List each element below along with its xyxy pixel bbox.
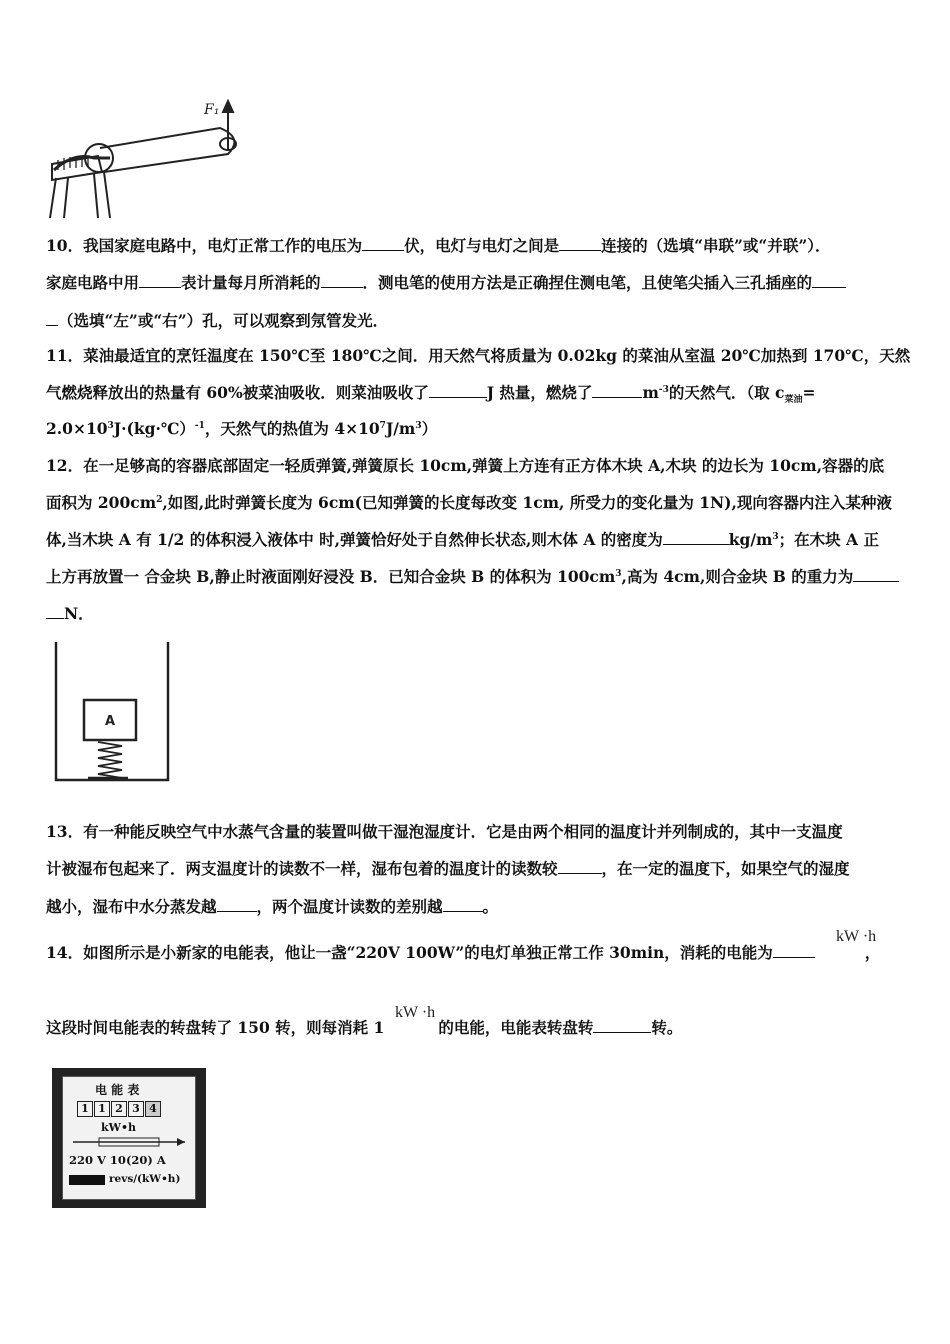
meter-digit: 3 <box>128 1101 144 1117</box>
q10-blank-voltage[interactable] <box>362 236 404 251</box>
q11-blank-heat[interactable] <box>429 383 487 398</box>
q13-line3: 越小，湿布中水分蒸发越 ，两个温度计读数的差别越 。 <box>46 897 499 916</box>
q11-line1: 11．菜油最适宜的烹饪温度在 150℃至 180℃之间．用天然气将质量为 0.02kg 的菜油从室温 20℃加热到 170℃，天然 <box>46 346 911 365</box>
force-label: F₁ <box>204 102 220 118</box>
lever-bar <box>100 128 234 172</box>
meter-digit: 1 <box>94 1101 110 1117</box>
q12-line4: 上方再放置一 合金块 B,静止时液面刚好浸没 B．已知合金块 B 的体积为 $100cm^3$,高为 4cm,则合金块 B 的重力为 <box>46 567 899 587</box>
q12-blank-weight[interactable] <box>853 567 899 582</box>
q10-blank-energy[interactable] <box>321 273 363 288</box>
q12-line5: N． <box>46 604 94 624</box>
q14-line1: 14．如图所示是小新家的电能表，他让一盏“220V 100W”的电灯单独正常工作 30min，消耗的电能为 ， <box>46 943 881 962</box>
lever-figure <box>44 98 250 220</box>
meter-revs: revs/(kW•h) <box>109 1173 181 1185</box>
electric-meter <box>52 1068 206 1208</box>
force-arrow-head <box>223 101 233 112</box>
q10-line3: （选填“左”或“右”）孔，可以观察到氖管发光． <box>46 311 388 331</box>
q12-blank-density[interactable] <box>663 530 729 545</box>
meter-constant-mask <box>69 1175 105 1185</box>
meter-title: 电 能 表 <box>95 1083 140 1097</box>
meter-digit: 2 <box>111 1101 127 1117</box>
block-a-label: A <box>104 714 116 729</box>
spring <box>98 742 122 778</box>
q14-blank-energy[interactable] <box>773 943 815 958</box>
q14-blank-revs[interactable] <box>593 1018 651 1033</box>
q10-blank-meter[interactable] <box>139 273 181 288</box>
meter-digit: 4 <box>145 1101 161 1117</box>
q11-blank-gas[interactable] <box>592 383 642 398</box>
q10-blank-hole[interactable] <box>812 273 846 288</box>
q13-blank-reading[interactable] <box>558 859 602 874</box>
q10-blank-connection[interactable] <box>559 236 601 251</box>
q11-line3: $2.0\times 10^3J\cdot(kg\cdot℃)^{-1}$，天然气的热值为 $4\times 10^7J/m^3$） <box>46 419 438 438</box>
meter-digits <box>77 1101 161 1117</box>
q13-blank-difference[interactable] <box>443 897 483 912</box>
q14-unit1: kW ·h <box>836 928 877 945</box>
q11-line2: 气燃烧释放出的热量有 60%被菜油吸收．则菜油吸收了 J 热量，燃烧了 $m^{-3}$的天然气．（取 $c_{菜油}=$ <box>46 383 816 406</box>
q12-line2: 面积为 $200cm^2$,如图,此时弹簧长度为 6cm(已知弹簧的长度每改变 1cm, 所受力的变化量为 1N),现向容器内注入某种液 <box>46 493 892 512</box>
q13-line2: 计被湿布包起来了．两支温度计的读数不一样，湿布包着的温度计的读数较 ，在一定的温度下，如果空气的湿度 <box>46 859 850 878</box>
q10-line2: 家庭电路中用 表计量每月所消耗的 ．测电笔的使用方法是正确捏住测电笔，且使笔尖插入三孔插座的 <box>46 273 846 293</box>
q10-line1: 10．我国家庭电路中，电灯正常工作的电压为 伏，电灯与电灯之间是 连接的（选填“串联”或“并联”）． <box>46 236 831 255</box>
q14-unit2: kW ·h <box>395 1004 436 1021</box>
q12-line1: 12．在一足够高的容器底部固定一轻质弹簧,弹簧原长 10cm,弹簧上方连有正方体木块 A,木块 的边长为 10cm,容器的底 <box>46 456 885 475</box>
meter-digit: 1 <box>77 1101 93 1117</box>
meter-rating: 220 V 10(20) A <box>69 1153 166 1167</box>
container-figure <box>52 640 172 784</box>
meter-unit: kW•h <box>101 1121 137 1134</box>
q14-line2: 这段时间电能表的转盘转了 150 转，则每消耗 1 的电能，电能表转盘转 转。 <box>46 1018 683 1037</box>
q13-line1: 13．有一种能反映空气中水蒸气含量的装置叫做干湿泡湿度计．它是由两个相同的温度计并列制成的，其中一支温度 <box>46 822 843 841</box>
meter-dial-bar <box>69 1135 189 1149</box>
q13-blank-evaporation[interactable] <box>217 897 257 912</box>
q12-line3: 体,当木块 A 有 1/2 的体积浸入液体中 时,弹簧恰好处于自然伸长状态,则木体 A 的密度为 $kg/m^3$；在木块 A 正 <box>46 530 879 549</box>
